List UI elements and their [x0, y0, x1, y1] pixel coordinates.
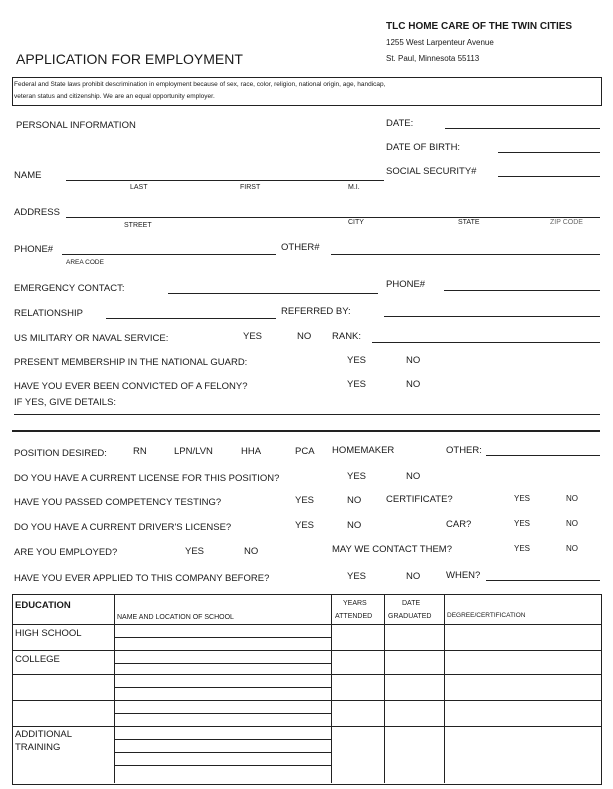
employed-yes-option[interactable]: YES [185, 546, 205, 557]
contact-no-option[interactable]: NO [566, 544, 578, 553]
education-col-divider [331, 594, 332, 783]
education-row-line [114, 637, 331, 638]
certificate-label: CERTIFICATE? [386, 494, 453, 505]
area-code-sublabel: AREA CODE [66, 259, 104, 266]
education-row-line [114, 663, 331, 664]
additional-training-label-line2: TRAINING [15, 742, 61, 753]
education-row-line [114, 765, 331, 766]
eeo-notice-line1: Federal and State laws prohibit descrimination in employment because of sex, race, color, religion, national origin, age, handicap, [14, 81, 386, 88]
position-other-label: OTHER: [446, 445, 482, 456]
position-rn-option[interactable]: RN [133, 446, 147, 457]
drivers-license-no-option[interactable]: NO [347, 520, 362, 531]
degree-column-header: DEGREE/CERTIFICATION [447, 612, 526, 619]
competency-yes-option[interactable]: YES [295, 495, 315, 506]
dob-field[interactable] [498, 152, 600, 153]
position-other-field[interactable] [486, 455, 600, 456]
form-title: APPLICATION FOR EMPLOYMENT [16, 51, 243, 67]
military-yes-option[interactable]: YES [243, 331, 263, 342]
contact-yes-option[interactable]: YES [514, 544, 531, 553]
address-field[interactable] [66, 217, 600, 218]
applied-when-field[interactable] [486, 580, 600, 581]
national-guard-label: PRESENT MEMBERSHIP IN THE NATIONAL GUARD: [14, 357, 248, 368]
referred-by-field[interactable] [384, 316, 600, 317]
military-service-label: US MILITARY OR NAVAL SERVICE: [14, 333, 169, 344]
military-no-option[interactable]: NO [297, 331, 312, 342]
rank-field[interactable] [372, 342, 600, 343]
emergency-phone-field[interactable] [444, 290, 600, 291]
felony-yes-option[interactable]: YES [347, 379, 367, 390]
position-pca-option[interactable]: PCA [295, 446, 315, 457]
applied-no-option[interactable]: NO [406, 571, 421, 582]
felony-no-option[interactable]: NO [406, 379, 421, 390]
education-row-line [114, 739, 331, 740]
drivers-license-yes-option[interactable]: YES [295, 520, 315, 531]
education-row-divider [12, 700, 601, 701]
applied-when-label: WHEN? [446, 570, 481, 581]
mi-sublabel: M.I. [348, 184, 360, 191]
personal-info-heading: PERSONAL INFORMATION [16, 120, 136, 131]
emergency-contact-label: EMERGENCY CONTACT: [14, 283, 125, 294]
education-col-divider [444, 594, 445, 783]
years-column-header-line2: ATTENDED [335, 613, 373, 620]
education-heading: EDUCATION [15, 600, 71, 611]
education-row-divider [12, 674, 601, 675]
education-row-line [114, 713, 331, 714]
certificate-no-option[interactable]: NO [566, 494, 578, 503]
education-row-line [114, 687, 331, 688]
employed-no-option[interactable]: NO [244, 546, 259, 557]
position-hha-option[interactable]: HHA [241, 446, 262, 457]
drivers-license-question: DO YOU HAVE A CURRENT DRIVER'S LICENSE? [14, 522, 232, 533]
ssn-field[interactable] [498, 176, 600, 177]
street-sublabel: STREET [124, 222, 152, 229]
date-column-header-line1: DATE [402, 600, 421, 607]
school-column-header: NAME AND LOCATION OF SCHOOL [117, 614, 234, 621]
competency-question: HAVE YOU PASSED COMPETENCY TESTING? [14, 497, 222, 508]
first-sublabel: FIRST [240, 184, 261, 191]
ssn-label: SOCIAL SECURITY# [386, 166, 477, 177]
org-address-line1: 1255 West Larpenteur Avenue [386, 38, 494, 47]
car-yes-option[interactable]: YES [514, 519, 531, 528]
org-name: TLC HOME CARE OF THE TWIN CITIES [386, 21, 573, 32]
car-label: CAR? [446, 519, 472, 530]
position-homemaker-option[interactable]: HOMEMAKER [332, 445, 395, 456]
additional-training-label-line1: ADDITIONAL [15, 729, 73, 740]
position-lpn-option[interactable]: LPN/LVN [174, 446, 213, 457]
org-address-line2: St. Paul, Minnesota 55113 [386, 54, 480, 63]
car-no-option[interactable]: NO [566, 519, 578, 528]
education-header-divider [12, 624, 601, 625]
license-yes-option[interactable]: YES [347, 471, 367, 482]
education-row-line [114, 752, 331, 753]
city-sublabel: CITY [348, 219, 364, 226]
name-field[interactable] [66, 180, 384, 181]
relationship-label: RELATIONSHIP [14, 308, 83, 319]
applied-yes-option[interactable]: YES [347, 571, 367, 582]
guard-no-option[interactable]: NO [406, 355, 421, 366]
years-column-header-line1: YEARS [343, 600, 367, 607]
contact-employer-question: MAY WE CONTACT THEM? [332, 544, 452, 555]
eeo-notice-line2: veteran status and citizenship. We are an equal opportunity employer. [14, 93, 215, 100]
relationship-field[interactable] [106, 318, 276, 319]
phone-label: PHONE# [14, 244, 54, 255]
felony-label: HAVE YOU EVER BEEN CONVICTED OF A FELONY? [14, 381, 248, 392]
date-label: DATE: [386, 118, 414, 129]
address-label: ADDRESS [14, 207, 60, 218]
competency-no-option[interactable]: NO [347, 495, 362, 506]
license-no-option[interactable]: NO [406, 471, 421, 482]
guard-yes-option[interactable]: YES [347, 355, 367, 366]
college-label: COLLEGE [15, 654, 60, 665]
education-row-divider [12, 650, 601, 651]
education-col-divider [114, 594, 115, 783]
emergency-phone-label: PHONE# [386, 279, 426, 290]
last-sublabel: LAST [130, 184, 148, 191]
education-table [12, 594, 602, 785]
phone-field[interactable] [62, 254, 276, 255]
rank-label: RANK: [332, 331, 362, 342]
felony-details-field[interactable] [14, 414, 600, 415]
referred-by-label: REFERRED BY: [281, 306, 351, 317]
date-column-header-line2: GRADUATED [388, 613, 432, 620]
high-school-label: HIGH SCHOOL [15, 628, 82, 639]
section-divider [12, 430, 600, 432]
applied-before-question: HAVE YOU EVER APPLIED TO THIS COMPANY BEFORE? [14, 573, 270, 584]
education-row-divider [12, 726, 601, 727]
license-question: DO YOU HAVE A CURRENT LICENSE FOR THIS POSITION? [14, 473, 280, 484]
state-sublabel: STATE [458, 219, 480, 226]
name-label: NAME [14, 170, 42, 181]
dob-label: DATE OF BIRTH: [386, 142, 461, 153]
position-desired-label: POSITION DESIRED: [14, 448, 107, 459]
felony-details-label: IF YES, GIVE DETAILS: [14, 397, 117, 408]
date-field[interactable] [445, 128, 600, 129]
employed-question: ARE YOU EMPLOYED? [14, 547, 118, 558]
zip-sublabel: ZIP CODE [550, 219, 583, 226]
emergency-contact-field[interactable] [168, 293, 378, 294]
other-phone-field[interactable] [331, 254, 600, 255]
education-col-divider [384, 594, 385, 783]
certificate-yes-option[interactable]: YES [514, 494, 531, 503]
other-phone-label: OTHER# [281, 242, 320, 253]
